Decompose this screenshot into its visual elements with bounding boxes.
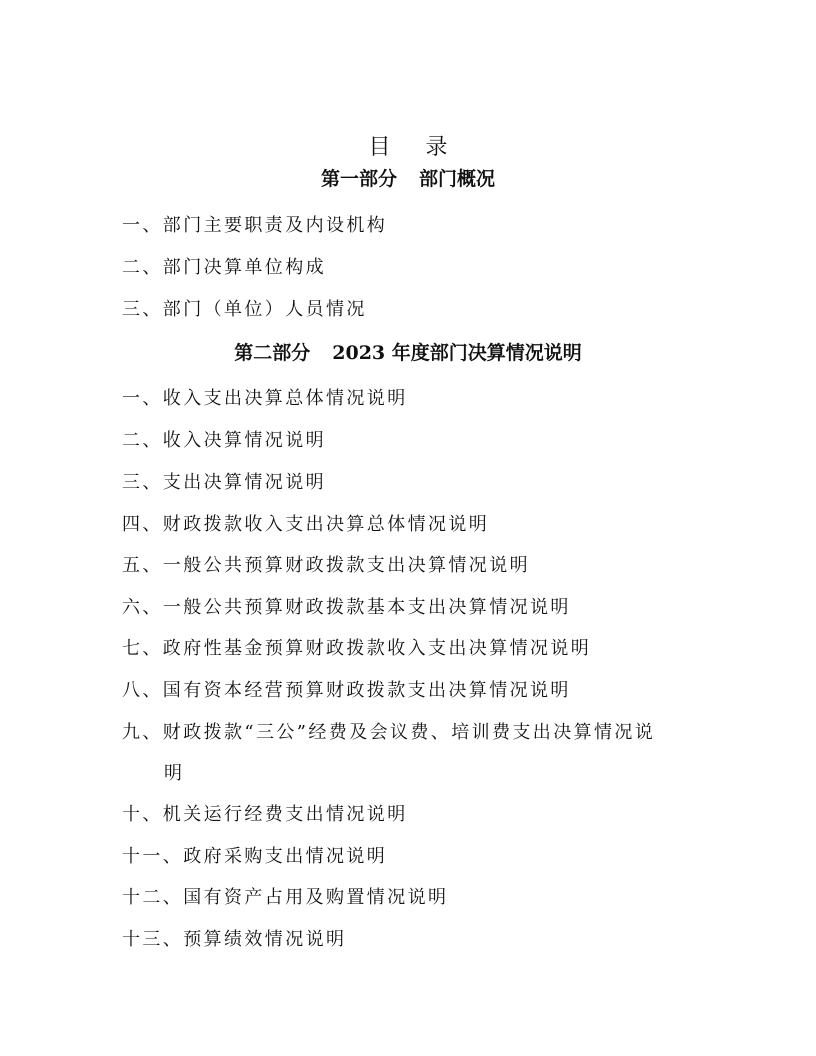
- toc-entry-part2-1: 一、收入支出决算总体情况说明: [122, 388, 408, 409]
- part1-heading: [0, 164, 816, 191]
- part2-heading: [0, 338, 816, 365]
- toc-entry-part2-8: 八、国有资本经营预算财政拨款支出决算情况说明: [122, 680, 571, 701]
- toc-entry-part2-9-continuation: 明: [164, 763, 185, 784]
- toc-entry-part1-2: 二、部门决算单位构成: [122, 257, 326, 278]
- toc-entry-part1-1: 一、部门主要职责及内设机构: [122, 215, 388, 236]
- toc-entry-part2-10: 十、机关运行经费支出情况说明: [122, 804, 408, 825]
- toc-entry-part2-12: 十二、国有资产占用及购置情况说明: [122, 887, 449, 908]
- toc-entry-part2-3: 三、支出决算情况说明: [122, 472, 326, 493]
- toc-entry-part2-11: 十一、政府采购支出情况说明: [122, 846, 388, 867]
- toc-entry-part2-13: 十三、预算绩效情况说明: [122, 929, 347, 950]
- toc-entry-part1-3: 三、部门（单位）人员情况: [122, 299, 367, 320]
- part2-label: 第二部分: [234, 342, 311, 364]
- toc-entry-part2-6: 六、一般公共预算财政拨款基本支出决算情况说明: [122, 597, 571, 618]
- part1-title: 部门概况: [419, 168, 496, 190]
- toc-title: 目 录: [368, 135, 462, 160]
- part2-title: 2023 年度部门决算情况说明: [332, 342, 582, 364]
- toc-entry-part2-2: 二、收入决算情况说明: [122, 430, 326, 451]
- toc-entry-part2-9: 九、财政拨款“三公”经费及会议费、培训费支出决算情况说: [122, 722, 656, 743]
- toc-entry-part2-4: 四、财政拨款收入支出决算总体情况说明: [122, 514, 490, 535]
- part1-label: 第一部分: [320, 168, 397, 190]
- toc-entry-part2-5: 五、一般公共预算财政拨款支出决算情况说明: [122, 555, 530, 576]
- toc-entry-part2-7: 七、政府性基金预算财政拨款收入支出决算情况说明: [122, 638, 592, 659]
